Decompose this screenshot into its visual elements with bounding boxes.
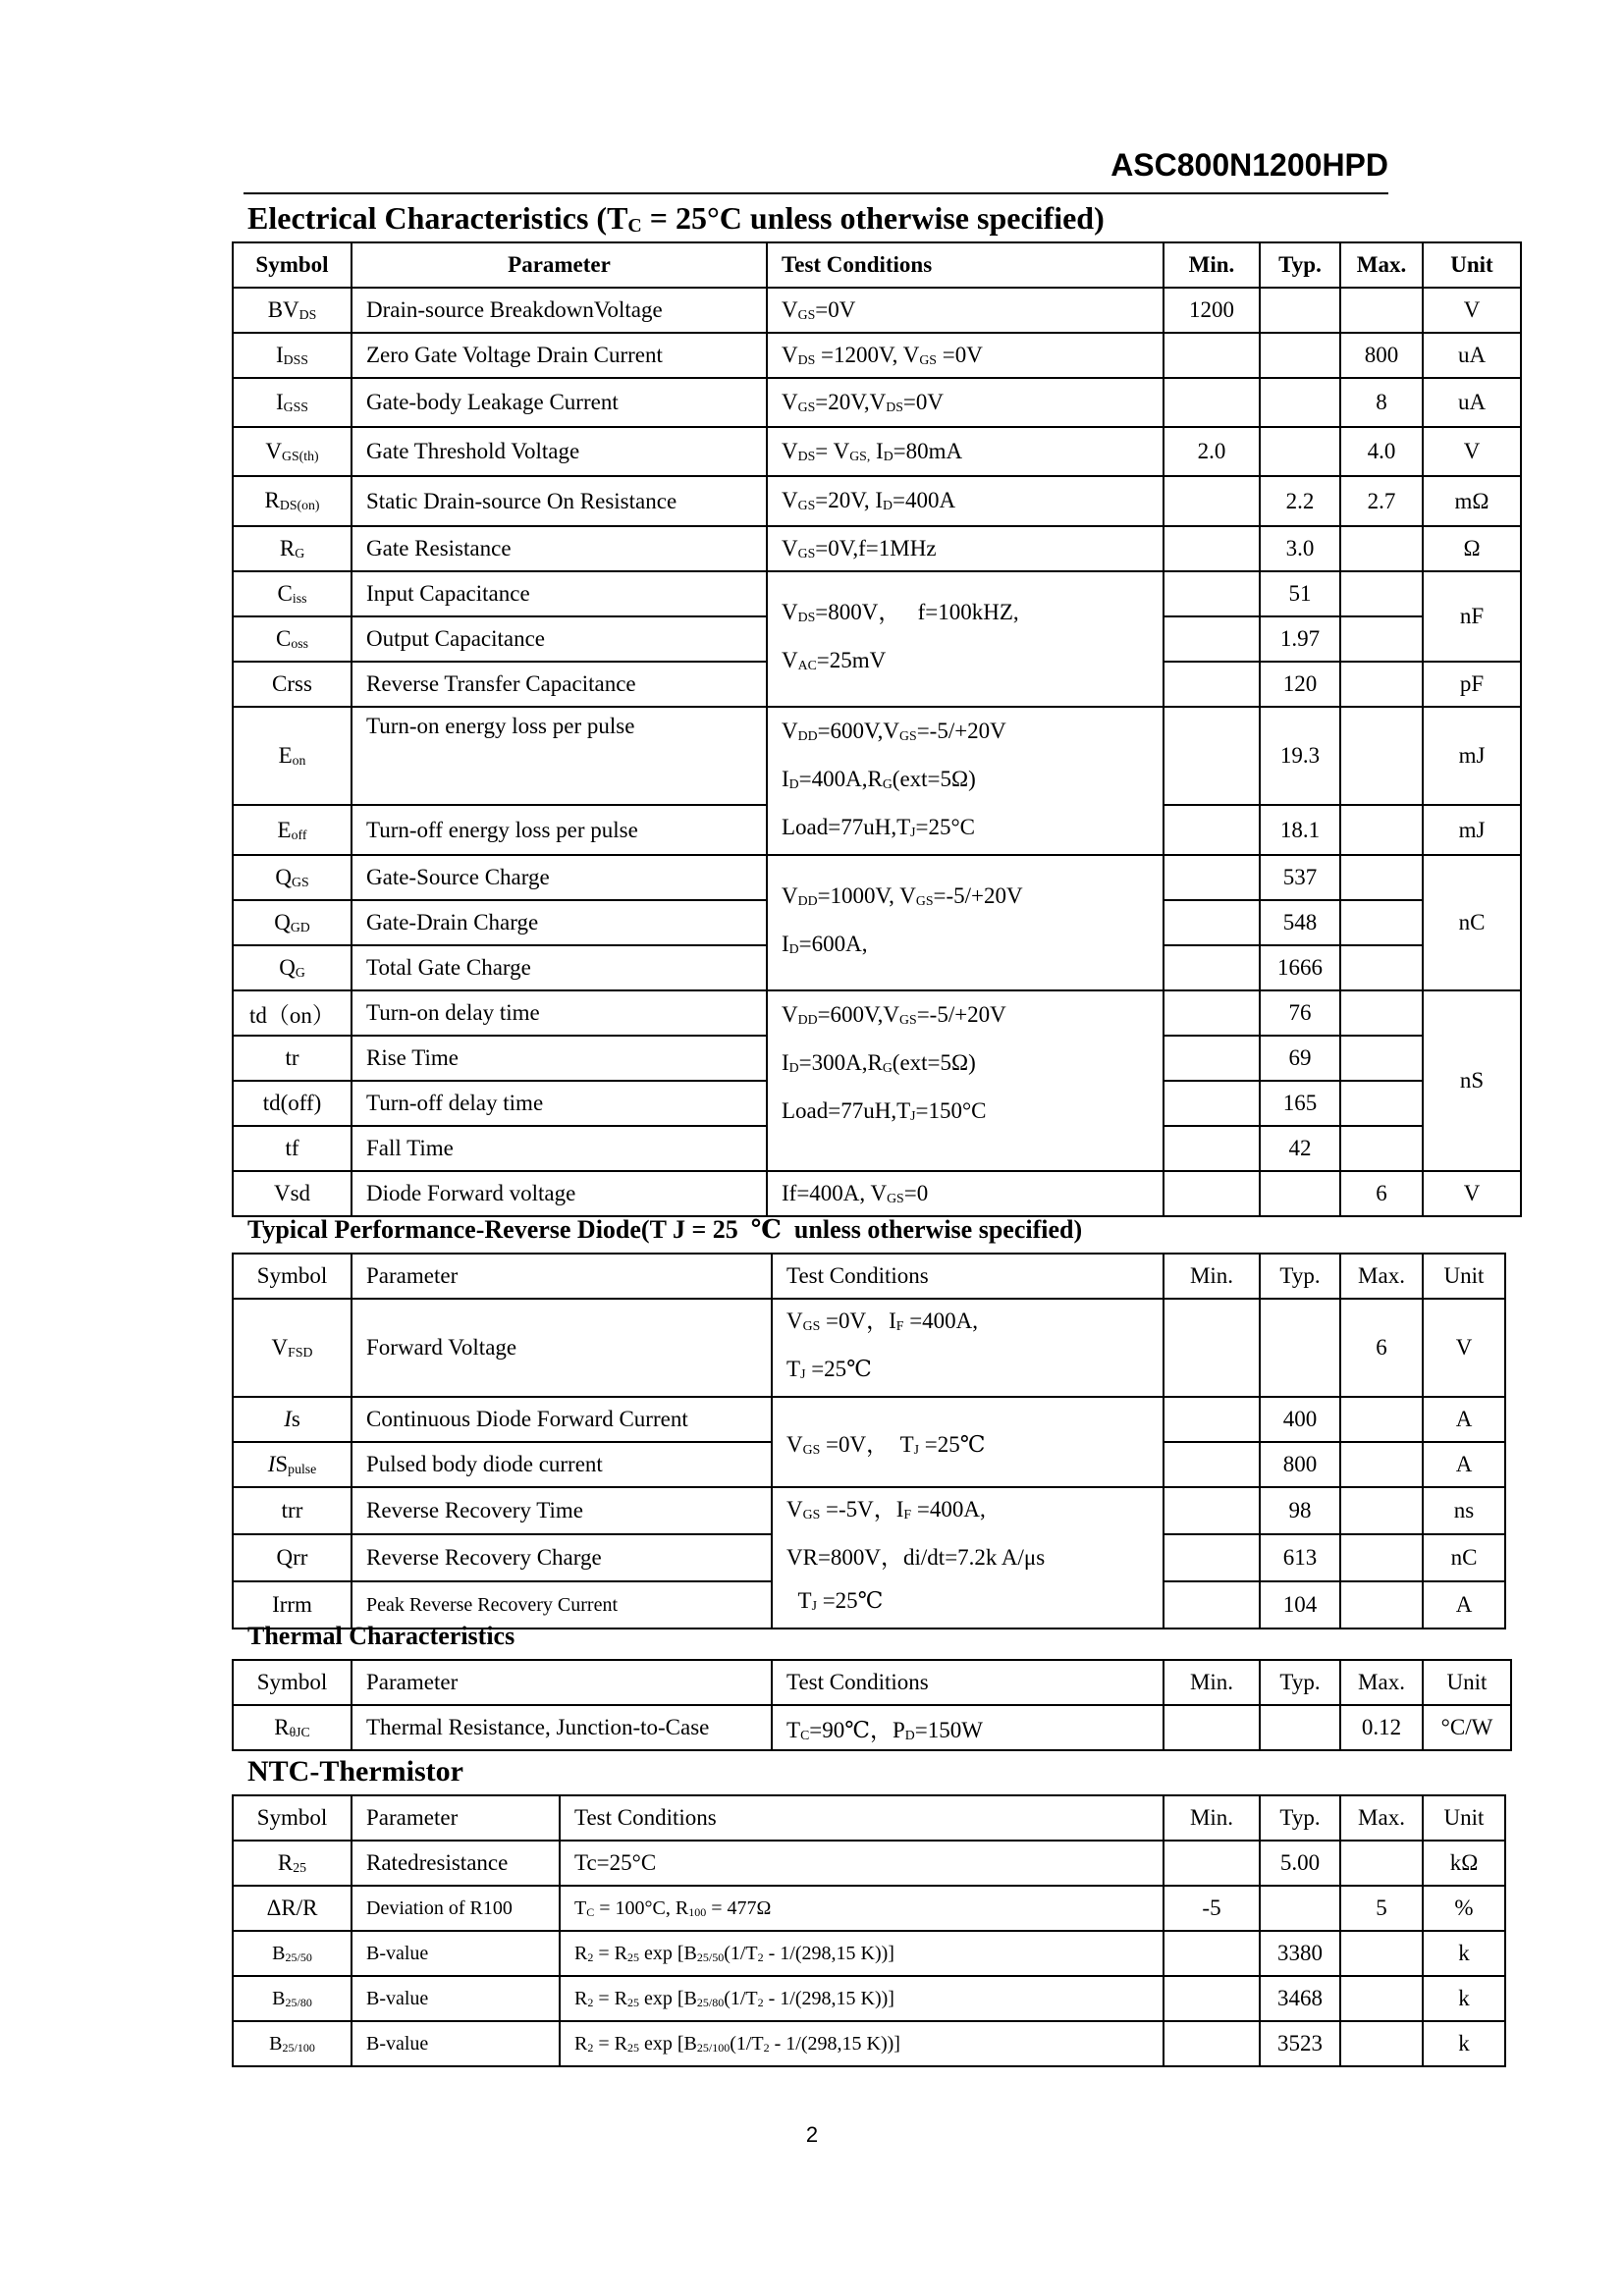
header-unit: Unit xyxy=(1423,242,1521,288)
header-min: Min. xyxy=(1164,1254,1260,1299)
symbol-cell: $Q_{GD}$ xyxy=(233,900,352,945)
conditions-cell: $V_{GS} =-5V$，$I_F =400A$, VR=800V，di/dt=7.2k A/μs $T_J$ =25℃ xyxy=(772,1487,1164,1629)
unit-cell: % xyxy=(1423,1886,1505,1931)
typ-cell: 1666 xyxy=(1260,945,1340,990)
min-cell xyxy=(1164,476,1260,526)
symbol-cell: $C_{oss}$ xyxy=(233,616,352,662)
unit-cell: mJ xyxy=(1423,805,1521,855)
max-cell xyxy=(1340,855,1423,900)
symbol-cell: Is xyxy=(233,1397,352,1442)
header-conditions: Test Conditions xyxy=(560,1795,1164,1841)
parameter-cell: Ratedresistance xyxy=(352,1841,560,1886)
symbol-cell: Crss xyxy=(233,662,352,707)
typ-cell xyxy=(1260,427,1340,476)
max-cell: 6 xyxy=(1340,1171,1423,1216)
min-cell xyxy=(1164,1841,1260,1886)
parameter-cell: Gate-body Leakage Current xyxy=(352,378,767,427)
parameter-cell: Forward Voltage xyxy=(352,1299,772,1397)
parameter-cell: Thermal Resistance, Junction-to-Case xyxy=(352,1705,772,1750)
typ-cell xyxy=(1260,1705,1340,1750)
table-header-row xyxy=(233,1254,1505,1299)
header-unit: Unit xyxy=(1423,1254,1505,1299)
unit-cell: V xyxy=(1423,1171,1521,1216)
parameter-cell: Input Capacitance xyxy=(352,571,767,616)
header-max: Max. xyxy=(1340,242,1423,288)
parameter-cell: Reverse Recovery Charge xyxy=(352,1534,772,1581)
symbol-cell: Vsd xyxy=(233,1171,352,1216)
min-cell xyxy=(1164,1931,1260,1976)
table-row xyxy=(233,1487,1505,1534)
conditions-cell: $T_C = 100^\circ C$, $R_{100} = 477\Omega$ xyxy=(560,1886,1164,1931)
unit-cell: V xyxy=(1423,288,1521,333)
parameter-cell: Drain-source BreakdownVoltage xyxy=(352,288,767,333)
min-cell xyxy=(1164,333,1260,378)
conditions-cell: $R_2 = R_{25}$ $\exp [B_{25/100}(1/T_2 - 1/(298,15$ K))] xyxy=(560,2021,1164,2066)
header-min: Min. xyxy=(1164,1660,1260,1705)
conditions-cell: Tc=25°C xyxy=(560,1841,1164,1886)
max-cell xyxy=(1340,990,1423,1036)
thermal-title: Thermal Characteristics xyxy=(247,1622,515,1650)
min-cell xyxy=(1164,2021,1260,2066)
header-parameter: Parameter xyxy=(352,1795,560,1841)
unit-cell: V xyxy=(1423,1299,1505,1397)
parameter-cell: Pulsed body diode current xyxy=(352,1442,772,1487)
min-cell xyxy=(1164,1442,1260,1487)
symbol-cell: $B_{25/50}$ xyxy=(233,1931,352,1976)
header-conditions: Test Conditions xyxy=(767,242,1164,288)
header-min: Min. xyxy=(1164,1795,1260,1841)
parameter-cell: B-value xyxy=(352,2021,560,2066)
max-cell xyxy=(1340,1126,1423,1171)
symbol-cell: $R_{\theta JC}$ xyxy=(233,1705,352,1750)
parameter-cell: Deviation of R100 xyxy=(352,1886,560,1931)
conditions-cell: $R_2 = R_{25}$ $\exp [B_{25/80}(1/T_2 - 1/(298,15$ K))] xyxy=(560,1976,1164,2021)
min-cell xyxy=(1164,900,1260,945)
parameter-cell: Turn-off delay time xyxy=(352,1081,767,1126)
header-max: Max. xyxy=(1340,1660,1423,1705)
table-header-row xyxy=(233,1795,1505,1841)
min-cell xyxy=(1164,805,1260,855)
parameter-cell: Continuous Diode Forward Current xyxy=(352,1397,772,1442)
symbol-cell: tf xyxy=(233,1126,352,1171)
max-cell xyxy=(1340,288,1423,333)
parameter-cell: Gate-Drain Charge xyxy=(352,900,767,945)
symbol-cell: td(off) xyxy=(233,1081,352,1126)
conditions-cell: $T_C=90℃$，$P_D=150W$ xyxy=(772,1705,1164,1750)
symbol-cell: td（on） xyxy=(233,990,352,1036)
parameter-cell: Gate-Source Charge xyxy=(352,855,767,900)
conditions-cell: $V_{DD}=1000V$, $V_{GS}=-5/+20V$ $I_D=600A$, xyxy=(767,855,1164,990)
table-header-row xyxy=(233,242,1521,288)
parameter-cell: Zero Gate Voltage Drain Current xyxy=(352,333,767,378)
max-cell xyxy=(1340,526,1423,571)
conditions-cell: $V_{DD}=600V,V_{GS}=-5/+20V$ $I_D=300A,R_G(ext=5\Omega)$ $Load=77uH,T_J=150^\circ C$ xyxy=(767,990,1164,1171)
header-conditions: Test Conditions xyxy=(772,1254,1164,1299)
typ-cell: 98 xyxy=(1260,1487,1340,1534)
typ-cell: 537 xyxy=(1260,855,1340,900)
max-cell xyxy=(1340,805,1423,855)
part-number: ASC800N1200HPD xyxy=(1110,147,1388,183)
parameter-cell: B-value xyxy=(352,1931,560,1976)
ntc-title: NTC-Thermistor xyxy=(247,1755,463,1788)
header-typ: Typ. xyxy=(1260,1795,1340,1841)
header-parameter: Parameter xyxy=(352,1254,772,1299)
max-cell: 5 xyxy=(1340,1886,1423,1931)
conditions-cell: $V_{DS}=800V$， f=100kHZ, $V_{AC}=25mV$ xyxy=(767,571,1164,707)
header-typ: Typ. xyxy=(1260,242,1340,288)
max-cell xyxy=(1340,945,1423,990)
min-cell: -5 xyxy=(1164,1886,1260,1931)
symbol-cell: $IS_{pulse}$ xyxy=(233,1442,352,1487)
typ-cell: 2.2 xyxy=(1260,476,1340,526)
table-row xyxy=(233,1886,1505,1931)
min-cell xyxy=(1164,1299,1260,1397)
table-header-row xyxy=(233,1660,1511,1705)
page-number: 2 xyxy=(805,2122,819,2147)
max-cell xyxy=(1340,662,1423,707)
min-cell xyxy=(1164,1581,1260,1629)
parameter-cell: B-value xyxy=(352,1976,560,2021)
max-cell xyxy=(1340,1534,1423,1581)
parameter-cell: Rise Time xyxy=(352,1036,767,1081)
max-cell: 800 xyxy=(1340,333,1423,378)
unit-cell: ns xyxy=(1423,1487,1505,1534)
symbol-cell: ΔR/R xyxy=(233,1886,352,1931)
typ-cell: 3380 xyxy=(1260,1931,1340,1976)
table-row xyxy=(233,1841,1505,1886)
max-cell xyxy=(1340,2021,1423,2066)
table-row xyxy=(233,288,1521,333)
unit-cell: uA xyxy=(1423,378,1521,427)
max-cell: 6 xyxy=(1340,1299,1423,1397)
max-cell xyxy=(1340,1442,1423,1487)
typ-cell: 3523 xyxy=(1260,2021,1340,2066)
typ-cell: 5.00 xyxy=(1260,1841,1340,1886)
unit-cell: mJ xyxy=(1423,707,1521,805)
electrical-title: Electrical Characteristics ($T_C = 25^\circ C$ unless otherwise specified) xyxy=(247,200,1105,237)
symbol-cell: $Q_G$ xyxy=(233,945,352,990)
conditions-cell: $V_{GS}=20V$, $I_D=400A$ xyxy=(767,476,1164,526)
unit-cell: A xyxy=(1423,1442,1505,1487)
conditions-cell: $V_{DD}=600V,V_{GS}=-5/+20V$ $I_D=400A,R_G(ext=5\Omega)$ $Load=77uH,T_J=25^\circ C$ xyxy=(767,707,1164,855)
symbol-cell: $R_{25}$ xyxy=(233,1841,352,1886)
header-parameter: Parameter xyxy=(352,1660,772,1705)
min-cell: 1200 xyxy=(1164,288,1260,333)
symbol-cell: $R_G$ xyxy=(233,526,352,571)
typ-cell: 120 xyxy=(1260,662,1340,707)
symbol-cell: $R_{DS(on)}$ xyxy=(233,476,352,526)
symbol-cell: $B_{25/100}$ xyxy=(233,2021,352,2066)
min-cell xyxy=(1164,1126,1260,1171)
symbol-cell: $V_{FSD}$ xyxy=(233,1299,352,1397)
symbol-cell: $Q_{GS}$ xyxy=(233,855,352,900)
typ-cell: 104 xyxy=(1260,1581,1340,1629)
typ-cell: 18.1 xyxy=(1260,805,1340,855)
symbol-cell: $B_{25/80}$ xyxy=(233,1976,352,2021)
max-cell xyxy=(1340,1931,1423,1976)
unit-cell: nC xyxy=(1423,1534,1505,1581)
symbol-cell: $I_{DSS}$ xyxy=(233,333,352,378)
conditions-cell: If=400A, $V_{GS}=0$ xyxy=(767,1171,1164,1216)
parameter-cell: Turn-on energy loss per pulse xyxy=(352,707,767,805)
symbol-cell: Irrm xyxy=(233,1581,352,1629)
unit-cell: k xyxy=(1423,1931,1505,1976)
typ-cell xyxy=(1260,1171,1340,1216)
typ-cell: 76 xyxy=(1260,990,1340,1036)
symbol-cell: $BV_{DS}$ xyxy=(233,288,352,333)
parameter-cell: Fall Time xyxy=(352,1126,767,1171)
table-row xyxy=(233,333,1521,378)
unit-cell: uA xyxy=(1423,333,1521,378)
parameter-cell: Gate Resistance xyxy=(352,526,767,571)
typ-cell xyxy=(1260,333,1340,378)
conditions-cell: $V_{GS}=20V,V_{DS}=0V$ xyxy=(767,378,1164,427)
symbol-cell: $E_{off}$ xyxy=(233,805,352,855)
table-row xyxy=(233,707,1521,805)
max-cell xyxy=(1340,900,1423,945)
max-cell xyxy=(1340,1397,1423,1442)
table-row xyxy=(233,1171,1521,1216)
header-parameter: Parameter xyxy=(352,242,767,288)
min-cell xyxy=(1164,616,1260,662)
header-unit: Unit xyxy=(1423,1660,1511,1705)
symbol-cell: tr xyxy=(233,1036,352,1081)
unit-cell: pF xyxy=(1423,662,1521,707)
typ-cell xyxy=(1260,288,1340,333)
max-cell xyxy=(1340,707,1423,805)
min-cell xyxy=(1164,378,1260,427)
min-cell xyxy=(1164,662,1260,707)
typ-cell: 3.0 xyxy=(1260,526,1340,571)
min-cell xyxy=(1164,855,1260,900)
max-cell xyxy=(1340,1036,1423,1081)
min-cell xyxy=(1164,1487,1260,1534)
unit-cell: k xyxy=(1423,1976,1505,2021)
header-typ: Typ. xyxy=(1260,1254,1340,1299)
header-max: Max. xyxy=(1340,1795,1423,1841)
max-cell xyxy=(1340,1081,1423,1126)
unit-cell: V xyxy=(1423,427,1521,476)
typ-cell: 1.97 xyxy=(1260,616,1340,662)
table-row xyxy=(233,1397,1505,1442)
typ-cell: 548 xyxy=(1260,900,1340,945)
table-row xyxy=(233,1931,1505,1976)
parameter-cell: Reverse Transfer Capacitance xyxy=(352,662,767,707)
unit-cell: k xyxy=(1423,2021,1505,2066)
min-cell xyxy=(1164,1036,1260,1081)
diode-title: Typical Performance-Reverse Diode(T J = 25 ℃ unless otherwise specified) xyxy=(247,1215,1083,1244)
header-rule xyxy=(244,192,1388,194)
min-cell xyxy=(1164,707,1260,805)
conditions-cell: $V_{GS} =0V$，$I_F =400A$, $T_J$ =25℃ xyxy=(772,1299,1164,1397)
min-cell: 2.0 xyxy=(1164,427,1260,476)
table-row xyxy=(233,571,1521,616)
max-cell xyxy=(1340,1581,1423,1629)
min-cell xyxy=(1164,1705,1260,1750)
table-row xyxy=(233,2021,1505,2066)
typ-cell xyxy=(1260,1886,1340,1931)
max-cell xyxy=(1340,1976,1423,2021)
parameter-cell: Reverse Recovery Time xyxy=(352,1487,772,1534)
table-row xyxy=(233,855,1521,900)
conditions-cell: $V_{GS} =0V$， $T_J$ =25℃ xyxy=(772,1397,1164,1487)
unit-cell: mΩ xyxy=(1423,476,1521,526)
max-cell xyxy=(1340,1487,1423,1534)
typ-cell: 19.3 xyxy=(1260,707,1340,805)
unit-cell: nF xyxy=(1423,571,1521,662)
symbol-cell: trr xyxy=(233,1487,352,1534)
min-cell xyxy=(1164,990,1260,1036)
table-row xyxy=(233,990,1521,1036)
header-symbol: Symbol xyxy=(233,1254,352,1299)
min-cell xyxy=(1164,1534,1260,1581)
min-cell xyxy=(1164,526,1260,571)
header-min: Min. xyxy=(1164,242,1260,288)
typ-cell xyxy=(1260,378,1340,427)
diode-table xyxy=(232,1253,1506,1629)
typ-cell: 3468 xyxy=(1260,1976,1340,2021)
table-row xyxy=(233,1705,1511,1750)
min-cell xyxy=(1164,571,1260,616)
parameter-cell: Total Gate Charge xyxy=(352,945,767,990)
typ-cell: 613 xyxy=(1260,1534,1340,1581)
typ-cell: 400 xyxy=(1260,1397,1340,1442)
max-cell xyxy=(1340,571,1423,616)
max-cell: 0.12 xyxy=(1340,1705,1423,1750)
header-typ: Typ. xyxy=(1260,1660,1340,1705)
parameter-cell: Peak Reverse Recovery Current xyxy=(352,1581,772,1629)
parameter-cell: Output Capacitance xyxy=(352,616,767,662)
typ-cell: 42 xyxy=(1260,1126,1340,1171)
unit-cell: °C/W xyxy=(1423,1705,1511,1750)
parameter-cell: Static Drain-source On Resistance xyxy=(352,476,767,526)
unit-cell: nC xyxy=(1423,855,1521,990)
parameter-cell: Gate Threshold Voltage xyxy=(352,427,767,476)
typ-cell: 800 xyxy=(1260,1442,1340,1487)
unit-cell: Ω xyxy=(1423,526,1521,571)
symbol-cell: $C_{iss}$ xyxy=(233,571,352,616)
table-row xyxy=(233,476,1521,526)
symbol-cell: $V_{GS(th)}$ xyxy=(233,427,352,476)
symbol-cell: $E_{on}$ xyxy=(233,707,352,805)
table-row xyxy=(233,1299,1505,1397)
conditions-cell: $R_2 = R_{25}$ $\exp [B_{25/50}(1/T_2 - 1/(298,15$ K))] xyxy=(560,1931,1164,1976)
electrical-table xyxy=(232,241,1522,1217)
symbol-cell: Qrr xyxy=(233,1534,352,1581)
max-cell xyxy=(1340,616,1423,662)
parameter-cell: Diode Forward voltage xyxy=(352,1171,767,1216)
table-row xyxy=(233,1976,1505,2021)
parameter-cell: Turn-off energy loss per pulse xyxy=(352,805,767,855)
unit-cell: A xyxy=(1423,1581,1505,1629)
min-cell xyxy=(1164,1081,1260,1126)
parameter-cell: Turn-on delay time xyxy=(352,990,767,1036)
header-symbol: Symbol xyxy=(233,1660,352,1705)
unit-cell: kΩ xyxy=(1423,1841,1505,1886)
header-max: Max. xyxy=(1340,1254,1423,1299)
min-cell xyxy=(1164,1976,1260,2021)
table-row xyxy=(233,378,1521,427)
min-cell xyxy=(1164,1397,1260,1442)
unit-cell: A xyxy=(1423,1397,1505,1442)
typ-cell: 51 xyxy=(1260,571,1340,616)
thermal-table xyxy=(232,1659,1512,1751)
conditions-cell: $V_{GS}=0V,f=1MHz$ xyxy=(767,526,1164,571)
header-symbol: Symbol xyxy=(233,242,352,288)
header-symbol: Symbol xyxy=(233,1795,352,1841)
max-cell: 8 xyxy=(1340,378,1423,427)
typ-cell: 165 xyxy=(1260,1081,1340,1126)
conditions-cell: $V_{DS} =1200V$, $V_{GS} =0V$ xyxy=(767,333,1164,378)
max-cell: 4.0 xyxy=(1340,427,1423,476)
min-cell xyxy=(1164,945,1260,990)
conditions-cell: $V_{GS}=0V$ xyxy=(767,288,1164,333)
table-row xyxy=(233,526,1521,571)
typ-cell: 69 xyxy=(1260,1036,1340,1081)
max-cell xyxy=(1340,1841,1423,1886)
min-cell xyxy=(1164,1171,1260,1216)
unit-cell: nS xyxy=(1423,990,1521,1171)
ntc-table xyxy=(232,1794,1506,2067)
typ-cell xyxy=(1260,1299,1340,1397)
table-row xyxy=(233,427,1521,476)
symbol-cell: $I_{GSS}$ xyxy=(233,378,352,427)
header-unit: Unit xyxy=(1423,1795,1505,1841)
conditions-cell: $V_{DS}= V_{GS,}$ $I_D=80mA$ xyxy=(767,427,1164,476)
header-conditions: Test Conditions xyxy=(772,1660,1164,1705)
max-cell: 2.7 xyxy=(1340,476,1423,526)
